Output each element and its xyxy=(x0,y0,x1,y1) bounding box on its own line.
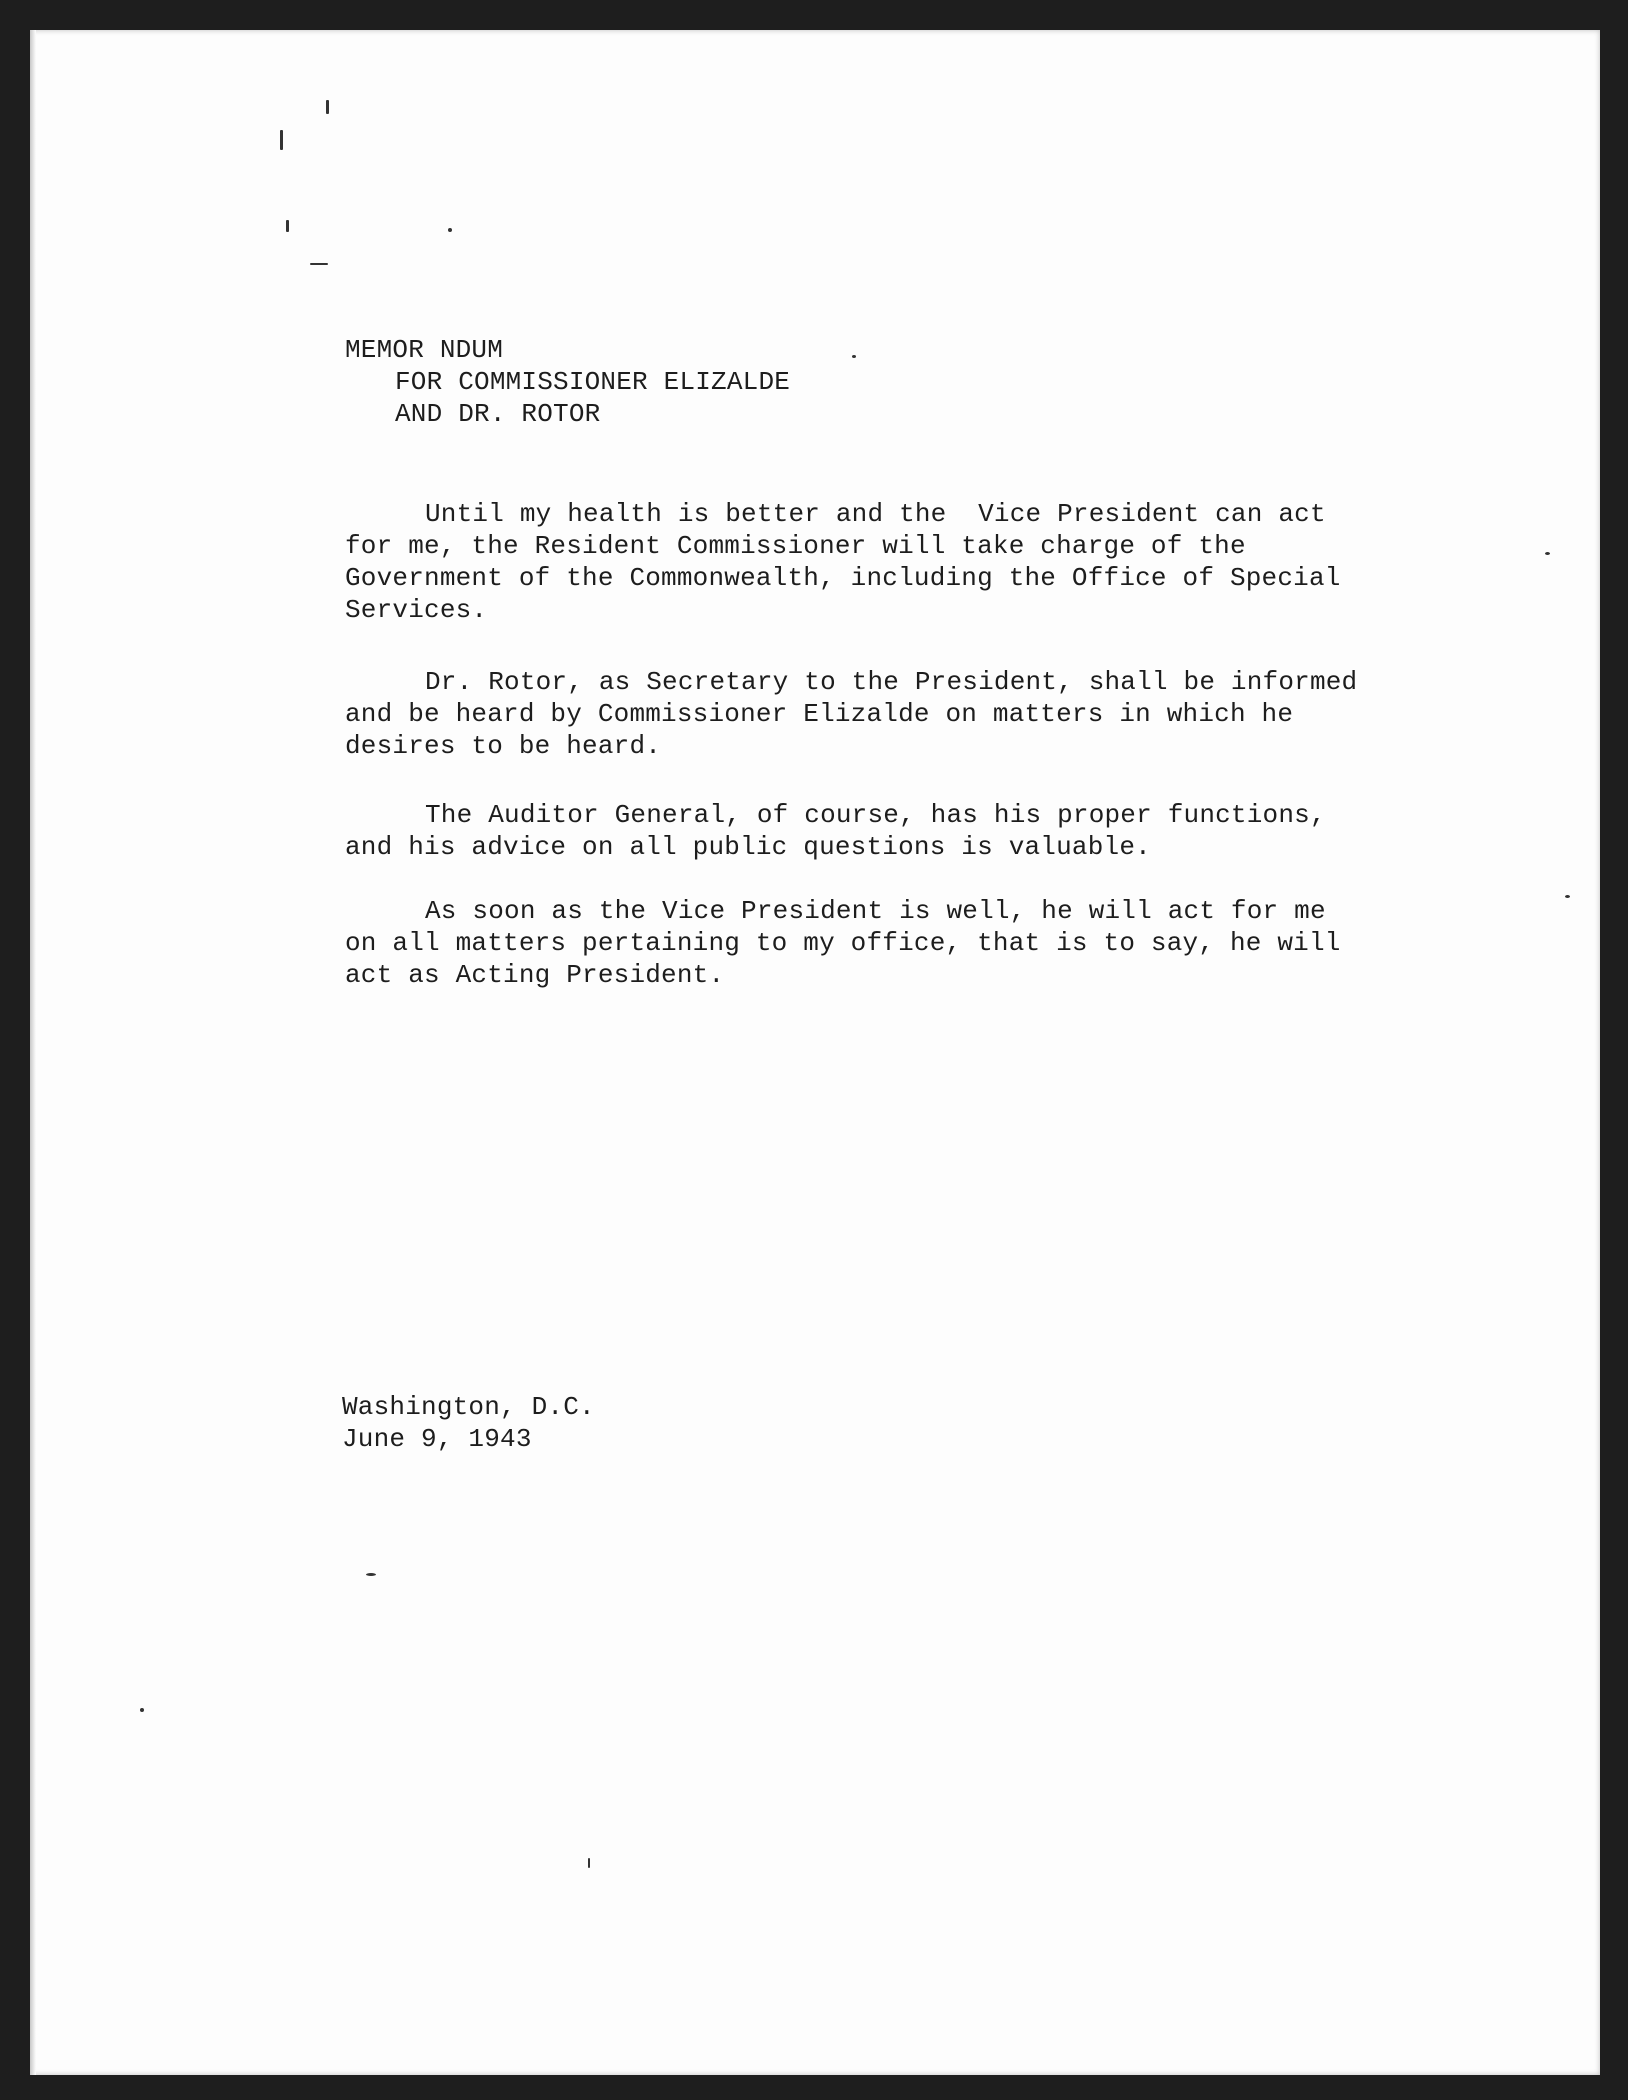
paragraph-line: and be heard by Commissioner Elizalde on matters in which he xyxy=(345,699,1294,729)
paragraph-line: Services. xyxy=(345,595,488,625)
scan-speck xyxy=(280,130,283,150)
paragraph-line: As soon as the Vice President is well, he will act for me xyxy=(425,896,1326,926)
paragraph-line: desires to be heard. xyxy=(345,731,662,761)
scan-speck xyxy=(140,1708,144,1712)
memo-place: Washington, D.C. xyxy=(342,1392,595,1422)
scan-speck xyxy=(588,1858,590,1868)
paragraph-line: Dr. Rotor, as Secretary to the President, shall be informed xyxy=(425,667,1358,697)
paragraph-line: for me, the Resident Commissioner will take charge of the xyxy=(345,531,1246,561)
paper-edge xyxy=(30,30,36,2075)
scan-speck xyxy=(366,1573,376,1576)
memo-date: June 9, 1943 xyxy=(342,1424,532,1454)
scan-speck xyxy=(852,355,856,358)
paragraph-line: on all matters pertaining to my office, that is to say, he will xyxy=(345,928,1341,958)
paragraph-line: Until my health is better and the Vice President can act xyxy=(425,499,1326,529)
memo-page xyxy=(30,30,1600,2075)
memo-recipient-line-2: AND DR. ROTOR xyxy=(395,399,601,429)
paragraph-line: act as Acting President. xyxy=(345,960,725,990)
paragraph-line: The Auditor General, of course, has his proper functions, xyxy=(425,800,1326,830)
scan-speck xyxy=(1565,895,1570,898)
paragraph-line: Government of the Commonwealth, including the Office of Special xyxy=(345,563,1341,593)
memo-title: MEMOR NDUM xyxy=(345,335,504,365)
scan-speck xyxy=(286,220,289,232)
paragraph-line: and his advice on all public questions is valuable. xyxy=(345,832,1151,862)
scan-speck xyxy=(1545,552,1550,555)
scan-speck xyxy=(448,228,452,232)
scan-speck xyxy=(326,100,329,114)
memo-recipient-line-1: FOR COMMISSIONER ELIZALDE xyxy=(395,367,791,397)
scan-speck xyxy=(310,263,328,265)
